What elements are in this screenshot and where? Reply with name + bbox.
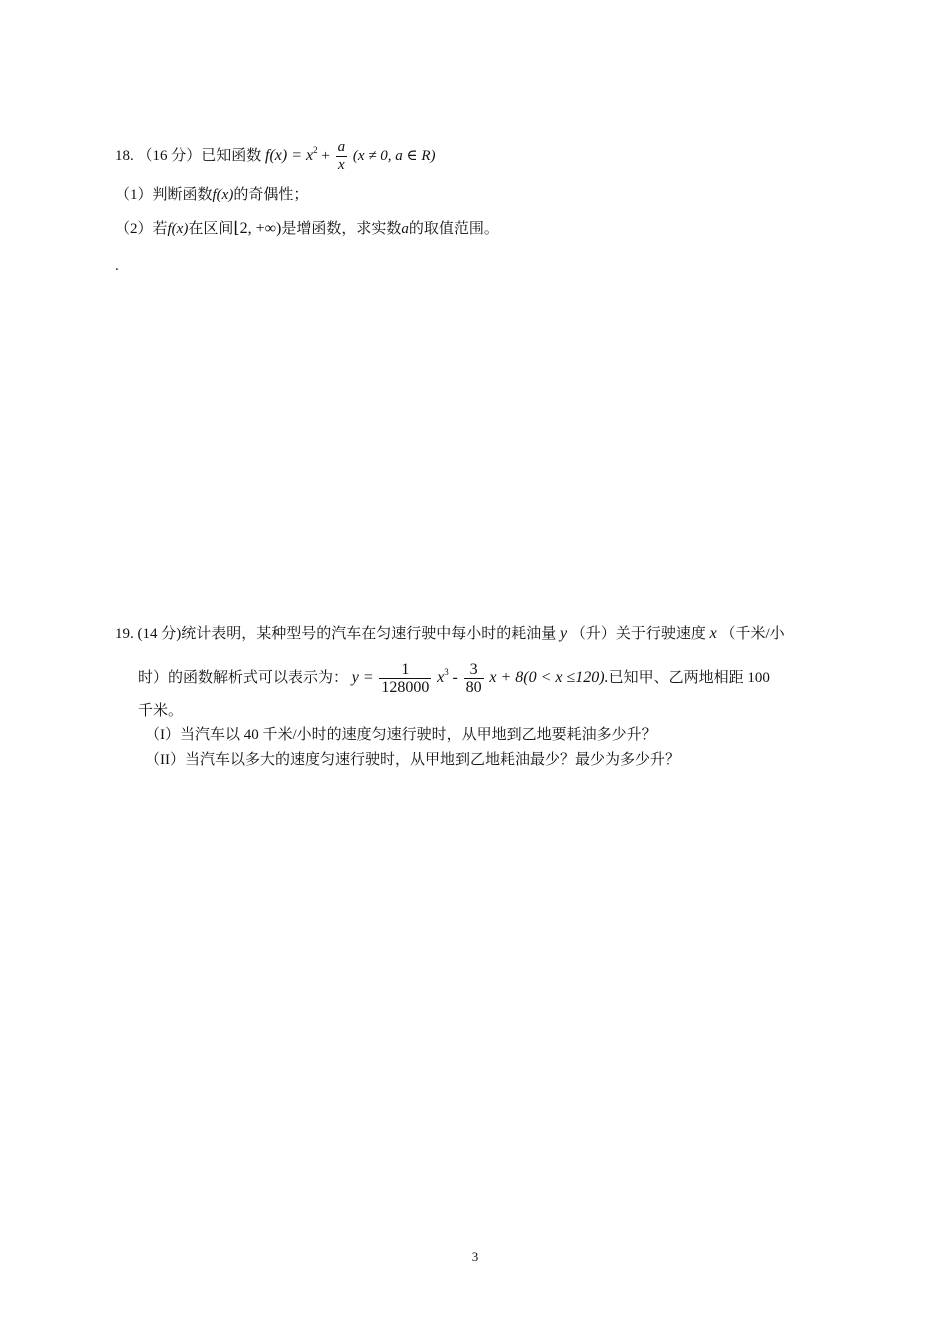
q18-header-line <box>115 139 436 174</box>
q19-line2-text-b: 已知甲、乙两地相距 100 <box>608 670 770 686</box>
q18-part2-function: f(x) <box>167 221 189 237</box>
q19-frac1-denominator: 128000 <box>381 679 430 697</box>
q19-line2-text-a: 时）的函数解析式可以表示为： <box>138 670 349 686</box>
q19-eq-y: y = <box>351 669 374 686</box>
q19-line3: 千米。 <box>138 703 184 719</box>
q19-fraction-1 <box>379 661 431 696</box>
q18-part2-interval: ⌊2, +∞) <box>233 220 282 237</box>
q19-var-x: x <box>709 625 717 642</box>
q19-line1 <box>115 624 785 644</box>
q18-part2-variable: a <box>401 221 409 237</box>
q18-frac-numerator: a <box>337 139 346 155</box>
q18-part2 <box>115 219 499 239</box>
q18-part1-function: f(x) <box>212 187 234 203</box>
q18-square-exponent: 2 <box>313 144 318 155</box>
q18-part2-text-b: 在区间 <box>188 221 234 237</box>
q18-fraction <box>336 139 348 174</box>
q19-minus: - <box>452 669 458 686</box>
q19-x-cubed-base: x <box>437 669 445 686</box>
q18-part1 <box>115 185 308 205</box>
q19-line1-text-a: 19. (14 分)统计表明，某种型号的汽车在匀速行驶中每小时的耗油量 <box>115 626 557 642</box>
q18-function-lhs: f(x) = x <box>265 146 314 164</box>
q19-line2 <box>138 653 770 697</box>
q18-part1-text-b: 的奇偶性； <box>233 187 309 203</box>
q19-var-y: y <box>560 625 568 642</box>
q19-cube-exponent: 3 <box>444 667 449 677</box>
q18-frac-denominator: x <box>336 156 348 174</box>
q18-part1-text-a: （1）判断函数 <box>115 187 213 203</box>
q18-stray-dot: . <box>115 258 119 274</box>
q19-frac1-numerator: 1 <box>401 661 410 679</box>
q18-part2-text-a: （2）若 <box>115 221 168 237</box>
page-number: 3 <box>471 1249 479 1264</box>
q19-eq-tail: x + 8(0 < x ≤120). <box>489 669 609 686</box>
q19-part1: （I）当汽车以 40 千米/小时的速度匀速行驶时，从甲地到乙地要耗油多少升？ <box>145 727 657 743</box>
q19-line1-text-b: （升）关于行驶速度 <box>570 626 706 642</box>
q19-part2: （II）当汽车以多大的速度匀速行驶时，从甲地到乙地耗油最少？最少为多少升？ <box>145 752 680 768</box>
q18-plus: + <box>321 147 330 164</box>
q19-frac2-numerator: 3 <box>469 661 478 679</box>
q19-frac2-denominator: 80 <box>465 679 482 697</box>
q18-part2-text-d: 的取值范围。 <box>408 221 499 237</box>
q19-line1-text-c: （千米/小 <box>720 626 785 642</box>
q19-fraction-2 <box>464 661 484 696</box>
q18-header: 18. （16 分）已知函数 <box>115 147 262 164</box>
q18-part2-text-c: 是增函数，求实数 <box>281 221 402 237</box>
q18-condition: (x ≠ 0, a ∈ R) <box>352 147 436 164</box>
